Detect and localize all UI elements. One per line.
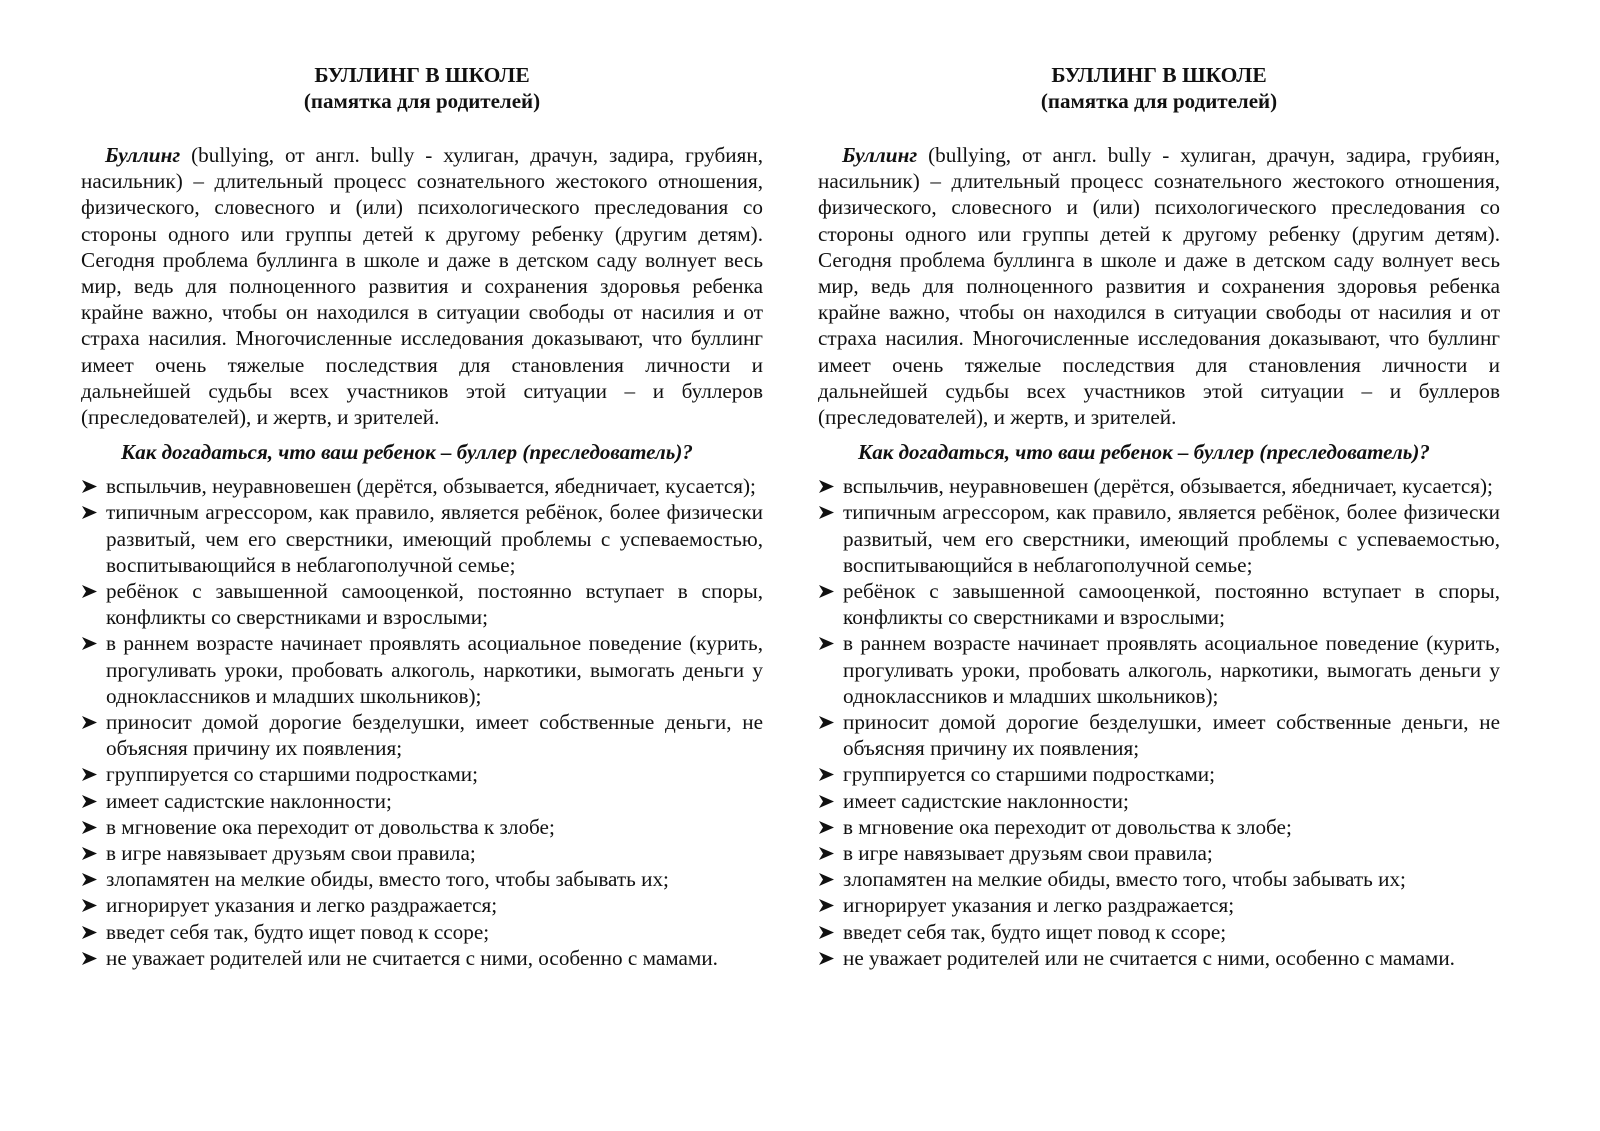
question-heading: Как догадаться, что ваш ребенок – буллер (преследователь)? xyxy=(858,440,1430,465)
list-item: группируется со старшими подростками; xyxy=(81,761,763,787)
arrowhead-bullet-icon xyxy=(81,925,98,940)
arrowhead-bullet-icon xyxy=(81,820,98,835)
signs-list xyxy=(818,473,1500,971)
arrowhead-bullet-icon xyxy=(81,767,98,782)
arrowhead-bullet-icon xyxy=(81,479,98,494)
intro-paragraph xyxy=(81,142,763,430)
intro-text: (bullying, от англ. bully - хулиган, драчун, задира, грубиян, насильник) – длительный процесс сознательного жестокого отношения, физического, словесного и (или) психологического преследования со стороны одного или группы детей к другому ребенку (другим детям). Сегодня проблема буллинга в школе и даже в детском саду волнует весь мир, ведь для полноценного развития и сохранения здоровья ребенка крайне важно, чтобы он находился в ситуации свободы от насилия и от страха насилия. Многочисленные исследования доказывают, что буллинг имеет очень тяжелые последствия для становления личности и дальнейшей судьбы всех участников этой ситуации – и буллеров (преследователей), и жертв, и зрителей. xyxy=(818,143,1500,430)
intro-paragraph xyxy=(818,142,1500,430)
arrowhead-bullet-icon xyxy=(81,794,98,809)
intro-term: Буллинг xyxy=(842,143,918,167)
list-item: приносит домой дорогие безделушки, имеет собственные деньги, не объясняя причину их появления; xyxy=(81,709,763,761)
list-item: в игре навязывает друзьям свои правила; xyxy=(81,840,763,866)
arrowhead-bullet-icon xyxy=(81,951,98,966)
document-title: БУЛЛИНГ В ШКОЛЕ xyxy=(314,63,530,87)
list-item: типичным агрессором, как правило, является ребёнок, более физически развитый, чем его сверстники, имеющий проблемы с успеваемостью, воспитывающийся в неблагополучной семье; xyxy=(818,499,1500,578)
arrowhead-bullet-icon xyxy=(818,505,835,520)
document-subtitle: (памятка для родителей) xyxy=(303,89,541,113)
list-item: ребёнок с завышенной самооценкой, постоянно вступает в споры, конфликты со сверстниками и взрослыми; xyxy=(81,578,763,630)
list-item: игнорирует указания и легко раздражается; xyxy=(818,892,1500,918)
question-heading: Как догадаться, что ваш ребенок – буллер (преследователь)? xyxy=(121,440,693,465)
arrowhead-bullet-icon xyxy=(818,767,835,782)
document-title: БУЛЛИНГ В ШКОЛЕ xyxy=(1051,63,1267,87)
list-item: имеет садистские наклонности; xyxy=(81,788,763,814)
list-item: не уважает родителей или не считается с ними, особенно с мамами. xyxy=(818,945,1500,971)
arrowhead-bullet-icon xyxy=(81,505,98,520)
arrowhead-bullet-icon xyxy=(818,584,835,599)
arrowhead-bullet-icon xyxy=(818,479,835,494)
leaflet-page-left xyxy=(81,62,763,971)
list-item: в игре навязывает друзьям свои правила; xyxy=(818,840,1500,866)
list-item: в мгновение ока переходит от довольства к злобе; xyxy=(818,814,1500,840)
intro-term: Буллинг xyxy=(105,143,181,167)
list-item: имеет садистские наклонности; xyxy=(818,788,1500,814)
list-item: не уважает родителей или не считается с ними, особенно с мамами. xyxy=(81,945,763,971)
arrowhead-bullet-icon xyxy=(818,925,835,940)
list-item: злопамятен на мелкие обиды, вместо того, чтобы забывать их; xyxy=(81,866,763,892)
arrowhead-bullet-icon xyxy=(81,846,98,861)
list-item: вспыльчив, неуравновешен (дерётся, обзывается, ябедничает, кусается); xyxy=(81,473,763,499)
list-item: введет себя так, будто ищет повод к ссоре; xyxy=(818,919,1500,945)
arrowhead-bullet-icon xyxy=(818,872,835,887)
leaflet-page-right xyxy=(818,62,1500,971)
arrowhead-bullet-icon xyxy=(81,584,98,599)
arrowhead-bullet-icon xyxy=(818,898,835,913)
arrowhead-bullet-icon xyxy=(81,715,98,730)
list-item: ребёнок с завышенной самооценкой, постоянно вступает в споры, конфликты со сверстниками и взрослыми; xyxy=(818,578,1500,630)
intro-text: (bullying, от англ. bully - хулиган, драчун, задира, грубиян, насильник) – длительный процесс сознательного жестокого отношения, физического, словесного и (или) психологического преследования со стороны одного или группы детей к другому ребенку (другим детям). Сегодня проблема буллинга в школе и даже в детском саду волнует весь мир, ведь для полноценного развития и сохранения здоровья ребенка крайне важно, чтобы он находился в ситуации свободы от насилия и от страха насилия. Многочисленные исследования доказывают, что буллинг имеет очень тяжелые последствия для становления личности и дальнейшей судьбы всех участников этой ситуации – и буллеров (преследователей), и жертв, и зрителей. xyxy=(81,143,763,430)
arrowhead-bullet-icon xyxy=(81,872,98,887)
signs-list xyxy=(81,473,763,971)
arrowhead-bullet-icon xyxy=(81,898,98,913)
list-item: типичным агрессором, как правило, является ребёнок, более физически развитый, чем его сверстники, имеющий проблемы с успеваемостью, воспитывающийся в неблагополучной семье; xyxy=(81,499,763,578)
arrowhead-bullet-icon xyxy=(818,820,835,835)
list-item: игнорирует указания и легко раздражается; xyxy=(81,892,763,918)
arrowhead-bullet-icon xyxy=(818,794,835,809)
arrowhead-bullet-icon xyxy=(81,636,98,651)
arrowhead-bullet-icon xyxy=(818,951,835,966)
list-item: приносит домой дорогие безделушки, имеет собственные деньги, не объясняя причину их появления; xyxy=(818,709,1500,761)
list-item: в раннем возрасте начинает проявлять асоциальное поведение (курить, прогуливать уроки, пробовать алкоголь, наркотики, вымогать деньги у одноклассников и младших школьников); xyxy=(81,630,763,709)
arrowhead-bullet-icon xyxy=(818,846,835,861)
list-item: введет себя так, будто ищет повод к ссоре; xyxy=(81,919,763,945)
list-item: группируется со старшими подростками; xyxy=(818,761,1500,787)
list-item: вспыльчив, неуравновешен (дерётся, обзывается, ябедничает, кусается); xyxy=(818,473,1500,499)
list-item: в раннем возрасте начинает проявлять асоциальное поведение (курить, прогуливать уроки, пробовать алкоголь, наркотики, вымогать деньги у одноклассников и младших школьников); xyxy=(818,630,1500,709)
document-subtitle: (памятка для родителей) xyxy=(1040,89,1278,113)
arrowhead-bullet-icon xyxy=(818,636,835,651)
list-item: в мгновение ока переходит от довольства к злобе; xyxy=(81,814,763,840)
arrowhead-bullet-icon xyxy=(818,715,835,730)
list-item: злопамятен на мелкие обиды, вместо того, чтобы забывать их; xyxy=(818,866,1500,892)
